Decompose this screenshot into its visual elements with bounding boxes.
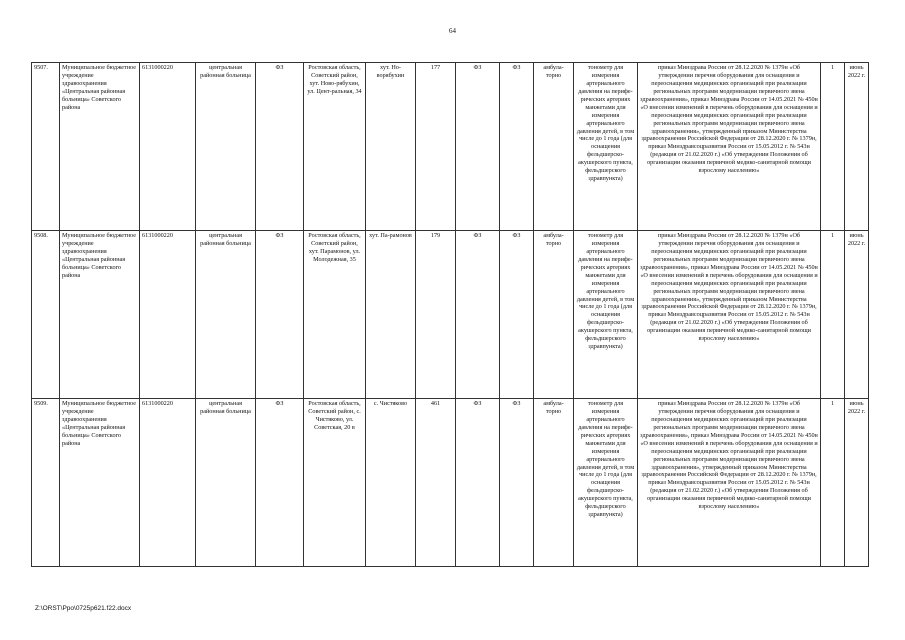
cell-locality: хут. Но-ворябухин xyxy=(366,63,416,231)
cell-organization-name: Муниципальное бюджетное учреждение здравоохранения «Центральная районная больница» Советского района xyxy=(60,399,140,567)
cell-care-type: амбула-торно xyxy=(534,231,574,399)
table-row xyxy=(32,231,869,399)
cell-locality: с. Чистяково xyxy=(366,399,416,567)
cell-quantity: 1 xyxy=(821,231,845,399)
cell-organization-code: 6131000220 xyxy=(140,399,196,567)
cell-row-number: 9507. xyxy=(32,63,60,231)
cell-law-ref-3: ФЗ xyxy=(500,231,534,399)
cell-quantity: 1 xyxy=(821,63,845,231)
cell-facility-type: центральная районная больница xyxy=(196,63,256,231)
cell-delivery-date: июнь 2022 г. xyxy=(845,63,869,231)
cell-address: Ростовская область, Советский район, хут. Ново-рябухин, ул. Цент-ральная, 34 xyxy=(304,63,366,231)
cell-law-ref-2: ФЗ xyxy=(456,63,500,231)
cell-delivery-date: июнь 2022 г. xyxy=(845,399,869,567)
cell-address: Ростовская область, Советский район, с. Чистяково, ул. Советская, 20 в xyxy=(304,399,366,567)
cell-care-type: амбула-торно xyxy=(534,63,574,231)
cell-law-ref-3: ФЗ xyxy=(500,63,534,231)
cell-law-ref-2: ФЗ xyxy=(456,399,500,567)
cell-equipment-description: тонометр для измерения артериального давления на перифе-рических артериях манжетами для измерения артериального давления детей, в том числе до 1 года (для оснащения фельдшерско-акушерского пункта, фельдшерского здравпункта) xyxy=(574,63,638,231)
cell-law-ref-2: ФЗ xyxy=(456,231,500,399)
cell-address: Ростовская область, Советский район, хут. Парамонов, ул. Молодежная, 35 xyxy=(304,231,366,399)
cell-row-number: 9509. xyxy=(32,399,60,567)
cell-equipment-description: тонометр для измерения артериального давления на перифе-рических артериях манжетами для измерения артериального давления детей, в том числе до 1 года (для оснащения фельдшерско-акушерского пункта, фельдшерского здравпункта) xyxy=(574,231,638,399)
page-number: 64 xyxy=(449,27,456,35)
file-path-footer: Z:\ORST\Ppo\0725p621.f22.docx xyxy=(35,605,132,612)
equipment-register-table xyxy=(31,62,869,567)
cell-legal-basis: приказ Минздрава России от 28.12.2020 № 1379н «Об утверждении перечня оборудования для оснащения и переоснащения медицинских организаций при реализации региональных программ модернизации первичного звена здравоохранения», приказ Минздрава России от 14.05.2021 № 450н «О внесении изменений в перечень оборудования для оснащения и переоснащения медицинских организаций при реализации региональных программ модернизации первичного звена здравоохранения», утвержденный приказом Министерства здравоохранения Российской Федерации от 28.12.2020 г. № 1379н, приказ Минздравсоцразвития России от 15.05.2012 г. № 543н (редакция от 21.02.2020 г.) «Об утверждении Положения об организации оказания первичной медико-санитарной помощи взрослому населению» xyxy=(638,399,821,567)
cell-legal-basis: приказ Минздрава России от 28.12.2020 № 1379н «Об утверждении перечня оборудования для оснащения и переоснащения медицинских организаций при реализации региональных программ модернизации первичного звена здравоохранения», приказ Минздрава России от 14.05.2021 № 450н «О внесении изменений в перечень оборудования для оснащения и переоснащения медицинских организаций при реализации региональных программ модернизации первичного звена здравоохранения», утвержденный приказом Министерства здравоохранения Российской Федерации от 28.12.2020 г. № 1379н, приказ Минздравсоцразвития России от 15.05.2012 г. № 543н (редакция от 21.02.2020 г.) «Об утверждении Положения об организации оказания первичной медико-санитарной помощи взрослому населению» xyxy=(638,63,821,231)
cell-facility-type: центральная районная больница xyxy=(196,231,256,399)
cell-organization-code: 6131000220 xyxy=(140,231,196,399)
cell-law-ref-1: ФЗ xyxy=(256,399,304,567)
table-row xyxy=(32,63,869,231)
cell-legal-basis: приказ Минздрава России от 28.12.2020 № 1379н «Об утверждении перечня оборудования для оснащения и переоснащения медицинских организаций при реализации региональных программ модернизации первичного звена здравоохранения», приказ Минздрава России от 14.05.2021 № 450н «О внесении изменений в перечень оборудования для оснащения и переоснащения медицинских организаций при реализации региональных программ модернизации первичного звена здравоохранения», утвержденный приказом Министерства здравоохранения Российской Федерации от 28.12.2020 г. № 1379н, приказ Минздравсоцразвития России от 15.05.2012 г. № 543н (редакция от 21.02.2020 г.) «Об утверждении Положения об организации оказания первичной медико-санитарной помощи взрослому населению» xyxy=(638,231,821,399)
cell-organization-name: Муниципальное бюджетное учреждение здравоохранения «Центральная районная больница» Советского района xyxy=(60,231,140,399)
cell-population: 177 xyxy=(416,63,456,231)
cell-facility-type: центральная районная больница xyxy=(196,399,256,567)
cell-quantity: 1 xyxy=(821,399,845,567)
table-row xyxy=(32,399,869,567)
cell-delivery-date: июнь 2022 г. xyxy=(845,231,869,399)
cell-equipment-description: тонометр для измерения артериального давления на перифе-рических артериях манжетами для измерения артериального давления детей, в том числе до 1 года (для оснащения фельдшерско-акушерского пункта, фельдшерского здравпункта) xyxy=(574,399,638,567)
cell-population: 461 xyxy=(416,399,456,567)
cell-law-ref-1: ФЗ xyxy=(256,63,304,231)
cell-locality: хут. Па-рамонов xyxy=(366,231,416,399)
cell-care-type: амбула-торно xyxy=(534,399,574,567)
cell-organization-name: Муниципальное бюджетное учреждение здравоохранения «Центральная районная больница» Советского района xyxy=(60,63,140,231)
cell-law-ref-1: ФЗ xyxy=(256,231,304,399)
cell-population: 179 xyxy=(416,231,456,399)
cell-row-number: 9508. xyxy=(32,231,60,399)
cell-organization-code: 6131000220 xyxy=(140,63,196,231)
cell-law-ref-3: ФЗ xyxy=(500,399,534,567)
